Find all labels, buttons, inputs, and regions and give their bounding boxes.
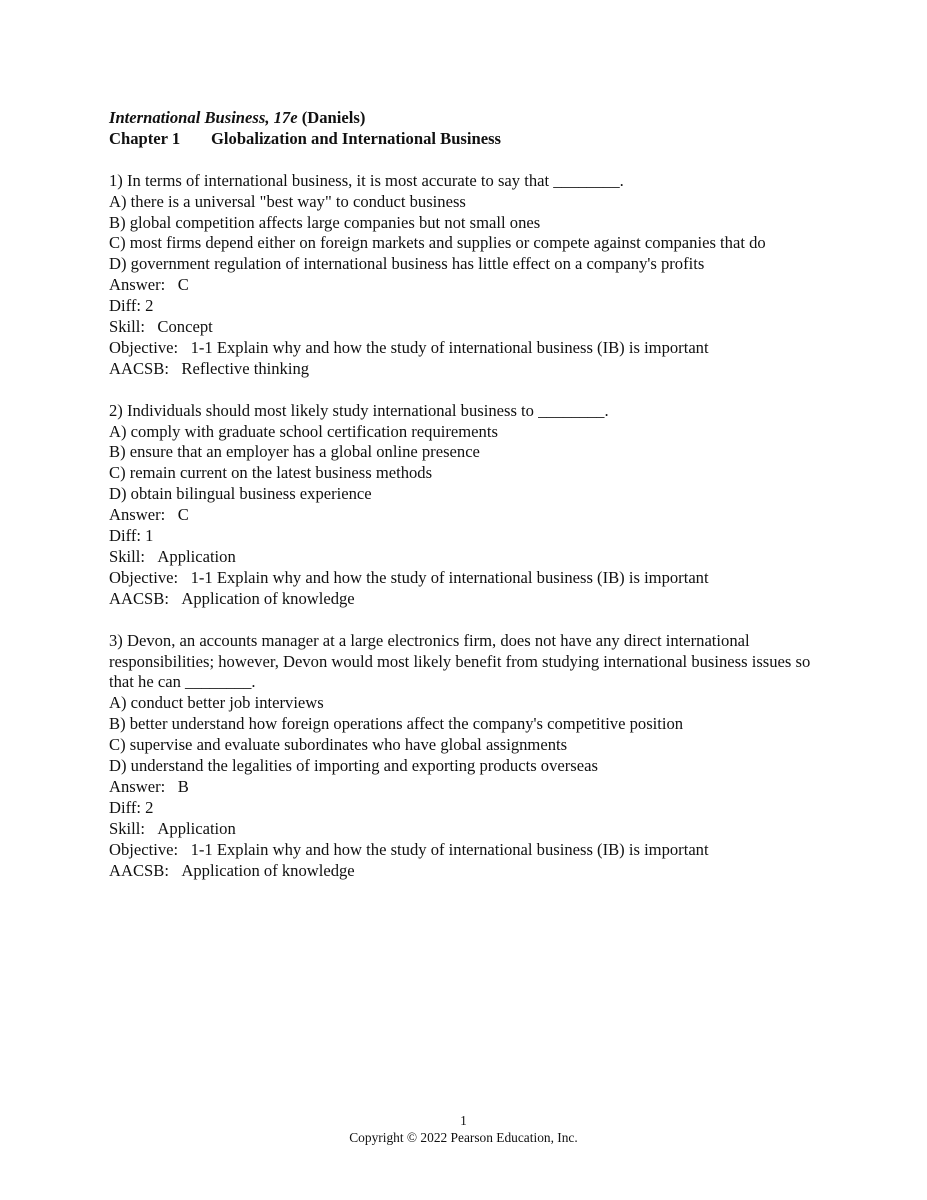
chapter-heading xyxy=(109,129,819,150)
skill-value: Application xyxy=(157,547,236,566)
skill-value: Concept xyxy=(157,317,213,337)
question-stem: 2) Individuals should most likely study international business to ________. xyxy=(109,400,609,420)
option-a: A) comply with graduate school certification requirements xyxy=(109,421,498,441)
objective-value: 1-1 Explain why and how the study of international business (IB) is important xyxy=(190,567,709,587)
question-stem: 3) Devon, an accounts manager at a large electronics firm, does not have any direct international responsibilities; however, Devon would most likely benefit from studying international business issues so that he can ________. xyxy=(109,630,811,692)
option-c: C) most firms depend either on foreign markets and supplies or compete against companies that do xyxy=(109,233,766,253)
book-author: (Daniels) xyxy=(301,108,366,127)
option-c: C) supervise and evaluate subordinates who have global assignments xyxy=(109,735,568,755)
skill-label: Skill: xyxy=(109,317,145,337)
difficulty: Diff: 2 xyxy=(109,797,154,817)
objective-value: 1-1 Explain why and how the study of international business (IB) is important xyxy=(190,839,709,859)
question-1 xyxy=(109,171,819,380)
option-b: B) ensure that an employer has a global online presence xyxy=(109,442,480,462)
difficulty: Diff: 2 xyxy=(109,296,154,316)
aacsb-line xyxy=(109,359,819,380)
aacsb-line xyxy=(109,861,819,882)
skill-line xyxy=(109,317,819,338)
objective-line xyxy=(109,840,819,861)
question-3 xyxy=(109,631,819,882)
option-d: D) understand the legalities of importing and exporting products overseas xyxy=(109,756,598,776)
aacsb-label: AACSB: xyxy=(109,588,169,608)
page-content xyxy=(109,108,819,881)
option-a: A) conduct better job interviews xyxy=(109,693,324,713)
option-d: D) obtain bilingual business experience xyxy=(109,484,372,504)
answer-line xyxy=(109,275,819,296)
chapter-number: Chapter 1 xyxy=(109,128,181,148)
objective-line xyxy=(109,568,819,589)
aacsb-line xyxy=(109,589,819,610)
aacsb-label: AACSB: xyxy=(109,358,169,378)
answer-label: Answer: xyxy=(109,275,166,295)
difficulty: Diff: 1 xyxy=(109,526,154,546)
objective-label: Objective: xyxy=(109,567,179,587)
skill-label: Skill: xyxy=(109,818,145,838)
question-stem: 1) In terms of international business, it is most accurate to say that ________. xyxy=(109,170,624,190)
objective-value: 1-1 Explain why and how the study of international business (IB) is important xyxy=(190,337,709,357)
answer-value: C xyxy=(177,505,189,525)
answer-line xyxy=(109,777,819,798)
copyright-notice: Copyright © 2022 Pearson Education, Inc. xyxy=(349,1130,578,1145)
page-number: 1 xyxy=(460,1113,467,1128)
option-a: A) there is a universal "best way" to conduct business xyxy=(109,191,466,211)
book-title: International Business, 17e xyxy=(109,108,298,127)
objective-line xyxy=(109,338,819,359)
objective-label: Objective: xyxy=(109,839,179,859)
answer-label: Answer: xyxy=(109,505,166,525)
answer-label: Answer: xyxy=(109,776,166,796)
question-2 xyxy=(109,401,819,610)
objective-label: Objective: xyxy=(109,337,179,357)
skill-line xyxy=(109,819,819,840)
option-c: C) remain current on the latest business methods xyxy=(109,463,433,483)
aacsb-value: Reflective thinking xyxy=(181,358,310,378)
aacsb-value: Application of knowledge xyxy=(181,588,355,608)
answer-line xyxy=(109,505,819,526)
option-b: B) global competition affects large companies but not small ones xyxy=(109,212,541,232)
answer-value: C xyxy=(177,275,189,295)
option-b: B) better understand how foreign operations affect the company's competitive position xyxy=(109,714,684,734)
chapter-title: Globalization and International Business xyxy=(211,128,501,148)
answer-value: B xyxy=(177,776,189,796)
book-title-line xyxy=(109,108,819,129)
skill-label: Skill: xyxy=(109,547,145,566)
skill-line xyxy=(109,547,819,568)
option-d: D) government regulation of international business has little effect on a company's profits xyxy=(109,254,705,274)
skill-value: Application xyxy=(157,818,236,838)
aacsb-value: Application of knowledge xyxy=(181,860,355,880)
aacsb-label: AACSB: xyxy=(109,860,169,880)
